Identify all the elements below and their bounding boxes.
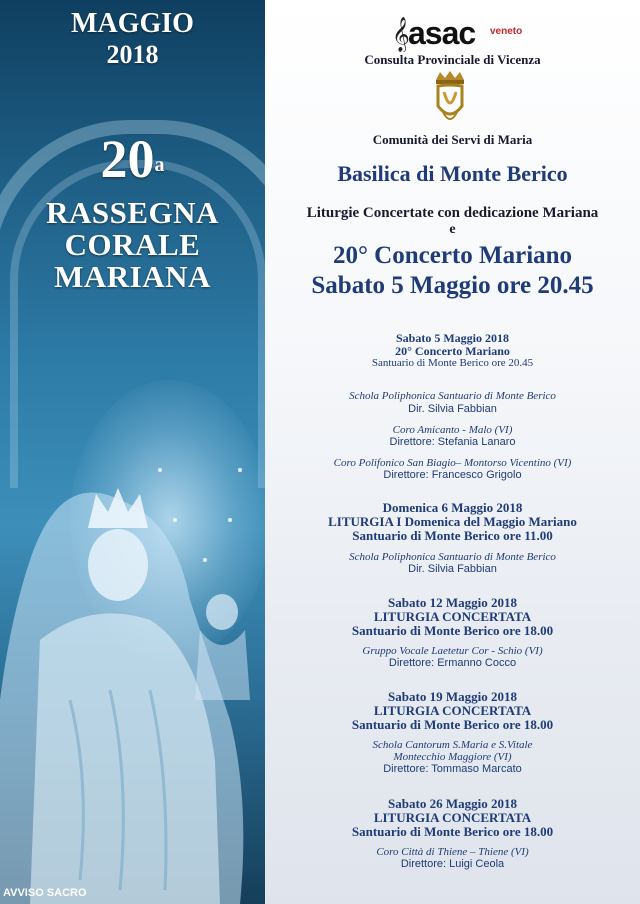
- event-1-date: Sabato 5 Maggio 2018: [395, 331, 509, 345]
- event-title-line-2: CORALE: [64, 227, 201, 262]
- event-2-choir-1-director: Dir. Silvia Fabbian: [408, 563, 497, 575]
- asac-logo-text: asac: [408, 16, 476, 51]
- event-3-title: LITURGIA CONCERTATA: [373, 609, 532, 624]
- event-1-venue: Santuario di Monte Berico ore 20.45: [371, 357, 534, 369]
- event-2-venue: Santuario di Monte Berico ore 11.00: [352, 528, 553, 543]
- event-4-title: LITURGIA CONCERTATA: [373, 703, 532, 718]
- event-5-date: Sabato 26 Maggio 2018: [388, 796, 517, 811]
- concerto-date: Sabato 5 Maggio ore 20.45: [311, 272, 594, 299]
- asac-logo-region: veneto: [490, 26, 523, 37]
- event-title-line-1: RASSEGNA: [46, 195, 219, 230]
- event-2-title: LITURGIA I Domenica del Maggio Mariano: [328, 514, 577, 529]
- event-4-date: Sabato 19 Maggio 2018: [388, 689, 517, 704]
- event-4-choir-1-name-line-2: Montecchio Maggiore (VI): [393, 751, 512, 763]
- poster-left-panel: [0, 0, 265, 904]
- event-1-choir-2-name: Coro Amicanto - Malo (VI): [392, 424, 513, 436]
- poster-month: MAGGIO: [71, 8, 194, 39]
- avviso-sacro-label: AVVISO SACRO: [3, 887, 87, 899]
- poster-year: 2018: [106, 40, 159, 69]
- concerto-title: 20° Concerto Mariano: [332, 242, 573, 269]
- event-3-date: Sabato 12 Maggio 2018: [388, 595, 517, 610]
- asac-logo: [392, 16, 524, 52]
- event-3-venue: Santuario di Monte Berico ore 18.00: [351, 623, 554, 638]
- event-title-line-3: MARIANA: [54, 259, 211, 294]
- edition-number-value: 20: [100, 129, 155, 189]
- event-5-venue: Santuario di Monte Berico ore 18.00: [351, 824, 554, 839]
- event-5-choir-1-name: Coro Città di Thiene – Thiene (VI): [376, 846, 529, 858]
- event-4-choir-1-name: Schola Cantorum S.Maria e S.Vitale: [372, 739, 533, 751]
- event-1-choir-1-director: Dir. Silvia Fabbian: [408, 403, 497, 415]
- event-4-choir-1-director: Direttore: Tommaso Marcato: [383, 763, 522, 775]
- event-2-date: Domenica 6 Maggio 2018: [382, 500, 523, 515]
- conjunction-e: e: [449, 222, 456, 237]
- event-1-choir-3-name: Coro Polifonico San Biagio– Montorso Vicentino (VI): [333, 457, 572, 469]
- servi-di-maria-crest-icon: [428, 70, 472, 130]
- event-3-choir-1-director: Direttore: Ermanno Cocco: [388, 657, 517, 669]
- edition-number: [0, 130, 265, 188]
- treble-clef-icon: 𝄞: [392, 17, 410, 52]
- event-4-venue: Santuario di Monte Berico ore 18.00: [351, 717, 554, 732]
- event-1-choir-2-director: Direttore: Stefania Lanaro: [389, 436, 516, 448]
- event-1-title: 20° Concerto Mariano: [395, 344, 510, 358]
- event-1-choir-3-director: Direttore: Francesco Grigolo: [383, 469, 522, 481]
- consulta-label: Consulta Provinciale di Vicenza: [364, 52, 541, 67]
- event-title-block: [0, 197, 265, 293]
- event-2-choir-1-name: Schola Poliphonica Santuario di Monte Berico: [349, 551, 556, 563]
- event-5-choir-1-director: Direttore: Luigi Ceola: [400, 858, 505, 870]
- edition-suffix: a: [154, 154, 165, 176]
- event-1-choir-1-name: Schola Poliphonica Santuario di Monte Berico: [349, 390, 556, 402]
- basilica-title: Basilica di Monte Berico: [337, 161, 568, 186]
- comunita-label: Comunità dei Servi di Maria: [372, 132, 533, 147]
- liturgie-subtitle: Liturgie Concertate con dedicazione Mariana: [306, 205, 599, 221]
- event-5-title: LITURGIA CONCERTATA: [373, 810, 532, 825]
- event-3-choir-1-name: Gruppo Vocale Laetetur Cor - Schio (VI): [362, 645, 543, 657]
